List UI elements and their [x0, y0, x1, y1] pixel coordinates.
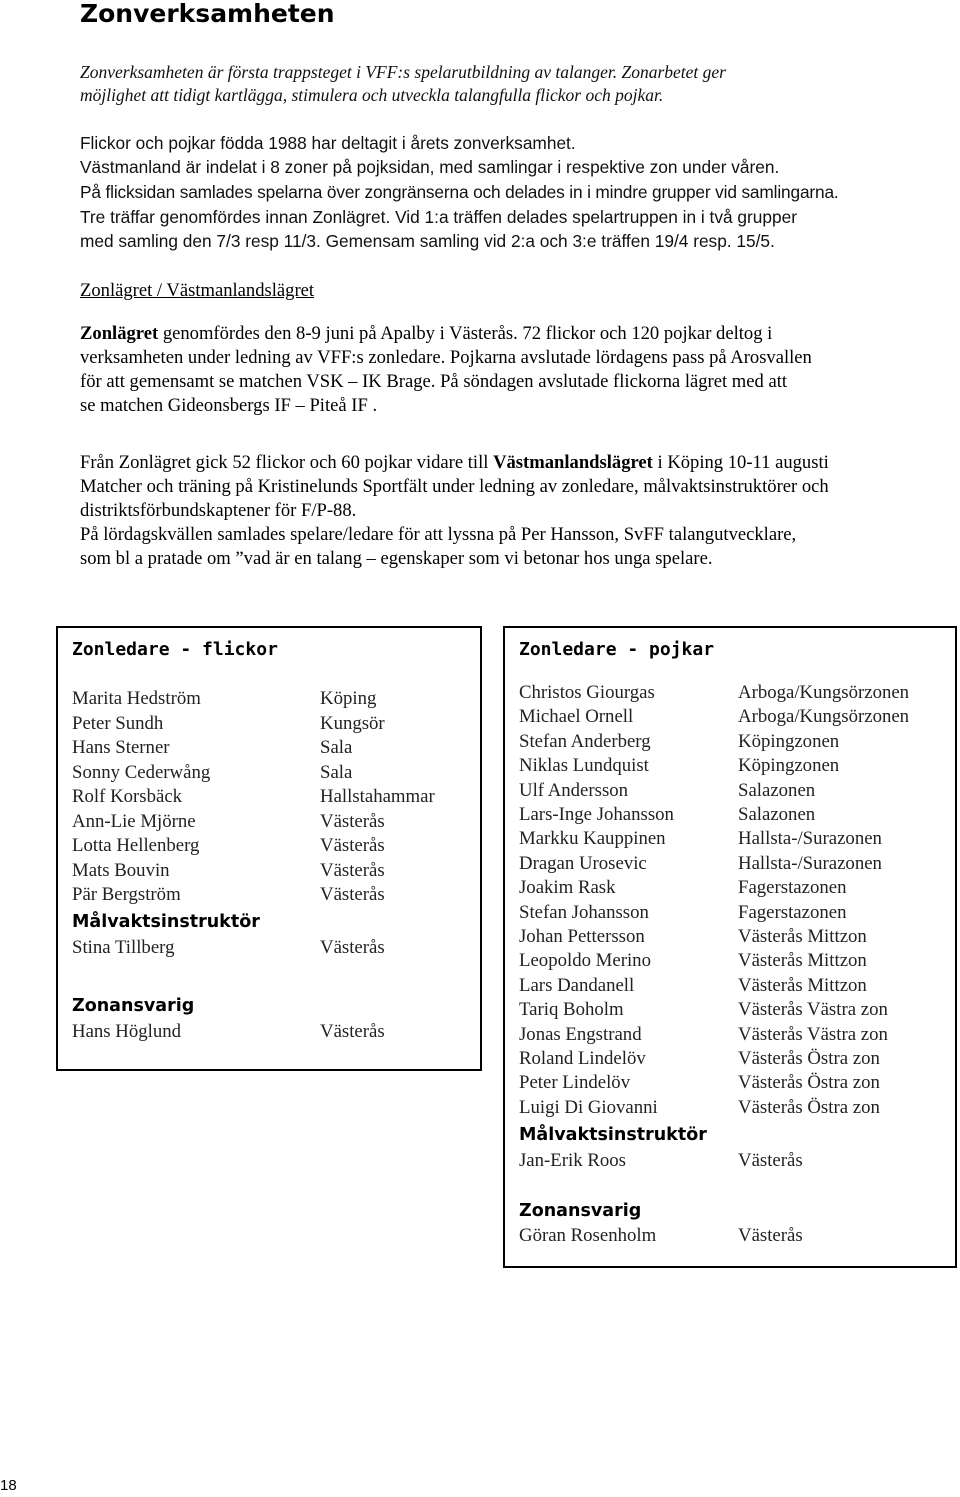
paragraph-line: verksamheten under ledning av VFF:s zonledare. Pojkarna avslutade lördagens pass på Arosvallen [80, 347, 812, 368]
page-title: Zonverksamheten [80, 0, 335, 28]
leader-zone: Arboga/Kungsörzonen [738, 682, 910, 703]
paragraph-text: i Köping 10-11 augusti [652, 452, 829, 473]
leader-name: Jonas Engstrand [519, 1023, 642, 1045]
leader-name: Tariq Boholm [519, 999, 624, 1021]
paragraph-line: Tre träffar genomfördes innan Zonlägret. Vid 1:a träffen delades spelartruppen in i två grupper [80, 207, 797, 227]
leader-name: Hans Höglund [72, 1021, 182, 1042]
paragraph-line: Västmanland är indelat i 8 zoner på pojksidan, med samlingar i respektive zon under våren. [80, 157, 780, 177]
leader-name: Stefan Johansson [519, 901, 649, 923]
leader-zone: Köping [320, 688, 377, 709]
leader-zone: Hallstahammar [320, 786, 435, 807]
leader-name: Christos Giourgas [519, 682, 655, 703]
leader-name: Johan Pettersson [519, 926, 645, 947]
leader-name: Lotta Hellenberg [72, 835, 200, 856]
leader-name: Joakim Rask [519, 877, 616, 899]
leader-name: Dragan Urosevic [519, 852, 647, 874]
leader-zone: Västerås Östra zon [738, 1096, 880, 1118]
leader-name: Rolf Korsbäck [72, 786, 183, 807]
leader-name: Leopoldo Merino [519, 950, 651, 972]
leader-name: Lars Dandanell [519, 974, 635, 996]
leader-zone: Köpingzonen [738, 755, 840, 777]
paragraph-line: som bl a pratade om ”vad är en talang – egenskaper som vi betonar hos unga spelare. [80, 548, 713, 569]
girls-box-heading: Zonledare - flickor [72, 639, 278, 660]
leader-zone: Västerås [320, 884, 385, 905]
leader-zone: Sala [320, 761, 353, 783]
leader-zone: Västerås Västra zon [738, 999, 888, 1021]
paragraph-line: se matchen Gideonsbergs IF – Piteå IF . [80, 395, 378, 416]
intro-line: Zonverksamheten är första trappsteget i VFF:s spelarutbildning av talanger. Zonarbetet ger [80, 62, 726, 82]
paragraph-line [80, 451, 829, 475]
girls-goalkeeper-heading: Målvaktsinstruktör [72, 912, 260, 932]
leader-name: Lars-Inge Johansson [519, 804, 674, 825]
leader-name: Pär Bergström [72, 884, 181, 905]
leader-zone: Västerås Mittzon [738, 926, 867, 947]
leader-zone: Hallsta-/Surazonen [738, 828, 882, 850]
leader-zone: Västerås [320, 859, 385, 881]
leader-zone: Västerås Östra zon [738, 1072, 880, 1094]
intro-line: möjlighet att tidigt kartlägga, stimulera och utveckla talangfulla flickor och pojkar. [80, 85, 664, 105]
boys-box-heading: Zonledare - pojkar [519, 639, 715, 660]
paragraph-line: med samling den 7/3 resp 11/3. Gemensam samling vid 2:a och 3:e träffen 19/4 resp. 15/5. [80, 231, 775, 251]
paragraph-line: distriktsförbundskaptener för F/P-88. [80, 500, 357, 521]
leader-name: Roland Lindelöv [519, 1048, 646, 1069]
leader-name: Luigi Di Giovanni [519, 1096, 658, 1118]
leader-name: Mats Bouvin [72, 859, 170, 881]
boys-goalkeeper-heading: Målvaktsinstruktör [519, 1125, 707, 1145]
leader-name: Göran Rosenholm [519, 1225, 657, 1246]
leader-zone: Köpingzonen [738, 730, 840, 752]
paragraph-text: Från Zonlägret gick 52 flickor och 60 pojkar vidare till [80, 452, 494, 473]
leader-zone: Västerås [320, 937, 385, 958]
leader-zone: Salazonen [738, 804, 816, 825]
leader-name: Ulf Andersson [519, 779, 629, 801]
leader-zone: Fagerstazonen [738, 877, 847, 899]
paragraph-line: På lördagskvällen samlades spelare/ledare för att lyssna på Per Hansson, SvFF talangutvecklare, [80, 524, 797, 545]
leader-zone: Västerås Västra zon [738, 1023, 888, 1045]
girls-responsible-heading: Zonansvarig [72, 996, 195, 1016]
leader-name: Hans Sterner [72, 737, 170, 758]
leader-zone: Västerås Mittzon [738, 950, 867, 972]
section-heading: Zonlägret / Västmanlandslägret [80, 280, 315, 301]
paragraph-lead: Zonlägret [80, 323, 159, 344]
leader-zone: Västerås [738, 1150, 803, 1171]
leader-zone: Västerås [738, 1225, 803, 1246]
paragraph-line [80, 322, 772, 346]
leader-name: Peter Sundh [72, 712, 164, 734]
leader-zone: Hallsta-/Surazonen [738, 852, 882, 874]
leader-name: Stefan Anderberg [519, 730, 651, 752]
boys-leaders-box [503, 626, 957, 1268]
paragraph-line: för att gemensamt se matchen VSK – IK Brage. På söndagen avslutade flickorna lägret med att [80, 371, 788, 392]
leader-name: Ann-Lie Mjörne [72, 810, 196, 832]
leader-name: Michael Ornell [519, 706, 634, 728]
page-number: 18 [0, 1477, 17, 1494]
boys-responsible-heading: Zonansvarig [519, 1201, 642, 1221]
girls-leaders-box [56, 626, 482, 1071]
leader-zone: Sala [320, 737, 353, 758]
leader-zone: Västerås [320, 835, 385, 856]
leader-zone: Västerås [320, 810, 385, 832]
leader-name: Jan-Erik Roos [519, 1150, 626, 1171]
leader-zone: Västerås Mittzon [738, 974, 867, 996]
paragraph-text: genomfördes den 8-9 juni på Apalby i Västerås. 72 flickor och 120 pojkar deltog i [158, 323, 773, 344]
leader-zone: Västerås Östra zon [738, 1048, 880, 1069]
leader-zone: Salazonen [738, 779, 816, 801]
leader-name: Sonny Cederwång [72, 761, 211, 783]
leader-name: Stina Tillberg [72, 937, 175, 958]
paragraph-bold: Västmanlandslägret [493, 452, 653, 473]
paragraph-line: På flicksidan samlades spelarna över zongränserna och delades in i mindre grupper vid samlingarna. [80, 182, 839, 202]
leader-name: Niklas Lundquist [519, 755, 649, 777]
leader-zone: Arboga/Kungsörzonen [738, 706, 910, 728]
leader-zone: Västerås [320, 1021, 385, 1042]
leader-zone: Kungsör [320, 712, 385, 734]
paragraph-line: Flickor och pojkar födda 1988 har deltagit i årets zonverksamhet. [80, 133, 576, 153]
leader-name: Marita Hedström [72, 688, 201, 709]
leader-zone: Fagerstazonen [738, 901, 847, 923]
paragraph-line: Matcher och träning på Kristinelunds Sportfält under ledning av zonledare, målvaktsinstruktörer och [80, 476, 829, 497]
leader-name: Markku Kauppinen [519, 828, 666, 850]
leader-name: Peter Lindelöv [519, 1072, 631, 1094]
